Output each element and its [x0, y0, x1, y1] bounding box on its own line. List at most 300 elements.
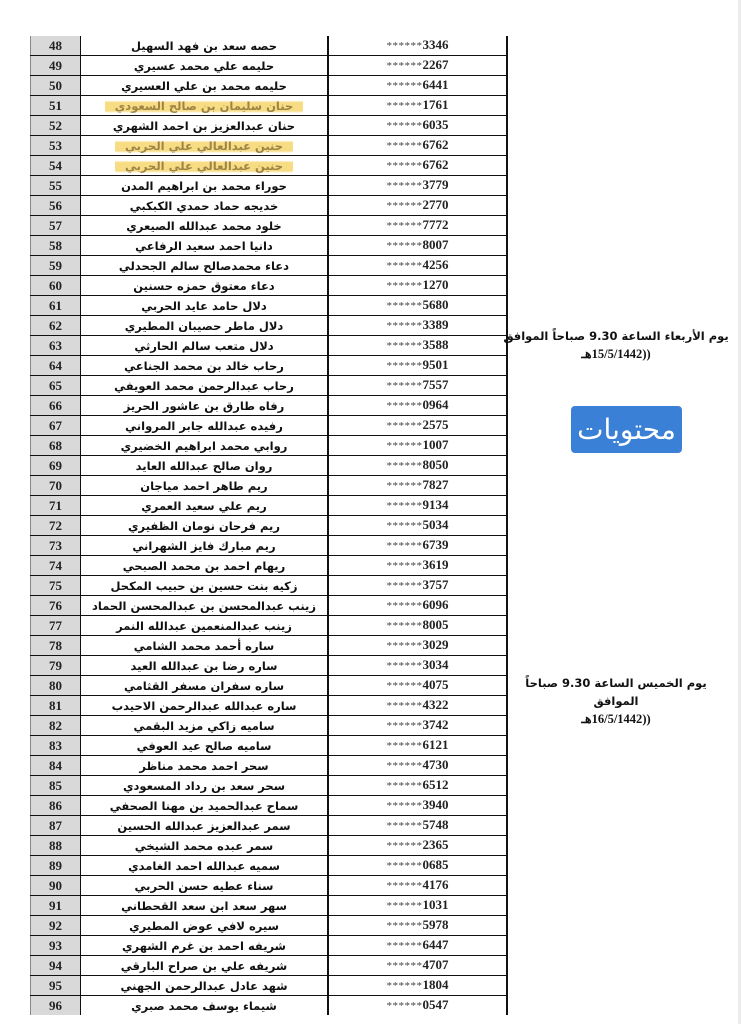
- table-row: [31, 976, 508, 996]
- id-cell: [328, 696, 507, 716]
- name-cell: [81, 456, 329, 476]
- id-last-digits: 4322: [422, 697, 449, 712]
- id-mask: ******: [386, 680, 423, 692]
- table-row: [31, 816, 508, 836]
- roster-table: [30, 36, 508, 1015]
- id-last-digits: 1031: [422, 897, 449, 912]
- id-cell: [328, 316, 507, 336]
- id-last-digits: 8007: [422, 237, 449, 252]
- id-cell: [328, 196, 507, 216]
- id-last-digits: 2575: [422, 417, 449, 432]
- id-mask: ******: [386, 220, 423, 232]
- row-number: 69: [31, 456, 81, 476]
- id-mask: ******: [386, 800, 423, 812]
- name-cell: [81, 116, 329, 136]
- schedule-wednesday-line1: يوم الأربعاء الساعة 9.30 صباحاً الموافق: [503, 329, 729, 343]
- id-cell: [328, 116, 507, 136]
- name-text: رفاه طارق بن عاشور الحريز: [123, 398, 285, 413]
- name-text: ساره عبدالله عبدالرحمن الاحيدب: [111, 698, 297, 713]
- name-cell: [81, 916, 329, 936]
- id-mask: ******: [386, 180, 423, 192]
- row-number: 83: [31, 736, 81, 756]
- table-row: [31, 256, 508, 276]
- row-number: 92: [31, 916, 81, 936]
- name-cell: [81, 976, 329, 996]
- name-cell: [81, 236, 329, 256]
- name-cell: [81, 716, 329, 736]
- name-text: حوراء محمد بن ابراهيم المدن: [121, 178, 287, 193]
- row-number: 68: [31, 436, 81, 456]
- id-mask: ******: [386, 80, 423, 92]
- id-last-digits: 0685: [422, 857, 449, 872]
- name-text: دلال متعب سالم الحارثي: [134, 338, 274, 353]
- id-cell: [328, 636, 507, 656]
- id-cell: [328, 856, 507, 876]
- table-row: [31, 456, 508, 476]
- name-cell: [81, 836, 329, 856]
- name-text: سحر احمد محمد مناظر: [139, 758, 269, 773]
- name-text: حنان عبدالعزيز بن احمد الشهري: [112, 118, 296, 133]
- id-mask: ******: [386, 840, 423, 852]
- id-mask: ******: [386, 140, 423, 152]
- name-cell: [81, 776, 329, 796]
- table-row: [31, 836, 508, 856]
- id-cell: [328, 416, 507, 436]
- id-mask: ******: [386, 980, 423, 992]
- row-number: 64: [31, 356, 81, 376]
- id-last-digits: 8005: [422, 617, 449, 632]
- id-last-digits: 3588: [422, 337, 449, 352]
- name-cell: [81, 616, 329, 636]
- id-last-digits: 6096: [422, 597, 449, 612]
- id-cell: [328, 556, 507, 576]
- id-last-digits: 3034: [422, 657, 449, 672]
- name-text: خديجه حماد حمدي الكبكبي: [129, 198, 279, 213]
- id-cell: [328, 156, 507, 176]
- id-cell: [328, 776, 507, 796]
- id-cell: [328, 616, 507, 636]
- id-cell: [328, 576, 507, 596]
- roster-body: [31, 36, 508, 1015]
- id-last-digits: 6762: [422, 137, 449, 152]
- name-cell: [81, 656, 329, 676]
- row-number: 90: [31, 876, 81, 896]
- table-row: [31, 296, 508, 316]
- name-cell: [81, 736, 329, 756]
- highlighted-name: حنين عبدالعالي علي الحربي: [115, 159, 293, 173]
- name-text: دلال حامد عايد الحربي: [141, 298, 267, 313]
- id-cell: [328, 136, 507, 156]
- schedule-thursday-line2: ((16/5/1442هـ: [581, 712, 651, 726]
- table-row: [31, 616, 508, 636]
- table-row: [31, 196, 508, 216]
- name-text: ريم فرحان نومان الظفيري: [128, 518, 280, 533]
- id-last-digits: 6762: [422, 157, 449, 172]
- name-cell: [81, 516, 329, 536]
- row-number: 94: [31, 956, 81, 976]
- id-mask: ******: [386, 340, 423, 352]
- id-last-digits: 7772: [422, 217, 449, 232]
- id-mask: ******: [386, 480, 423, 492]
- id-cell: [328, 936, 507, 956]
- row-number: 80: [31, 676, 81, 696]
- id-cell: [328, 476, 507, 496]
- name-cell: [81, 876, 329, 896]
- schedule-thursday-line1: يوم الخميس الساعة 9.30 صباحاً الموافق: [525, 676, 707, 708]
- row-number: 61: [31, 296, 81, 316]
- name-text: حليمه علي محمد عسيري: [133, 58, 275, 73]
- id-last-digits: 1270: [422, 277, 449, 292]
- row-number: 53: [31, 136, 81, 156]
- id-mask: ******: [386, 260, 423, 272]
- name-text: سحر سعد بن رداد المسعودي: [122, 778, 286, 793]
- table-row: [31, 896, 508, 916]
- row-number: 81: [31, 696, 81, 716]
- id-last-digits: 2770: [422, 197, 449, 212]
- id-mask: ******: [386, 920, 423, 932]
- id-last-digits: 2267: [422, 57, 449, 72]
- row-number: 89: [31, 856, 81, 876]
- id-cell: [328, 256, 507, 276]
- name-cell: [81, 936, 329, 956]
- table-row: [31, 276, 508, 296]
- name-text: سناء عطيه حسن الحربي: [134, 878, 274, 893]
- id-mask: ******: [386, 600, 423, 612]
- id-last-digits: 6739: [422, 537, 449, 552]
- id-mask: ******: [386, 640, 423, 652]
- id-cell: [328, 876, 507, 896]
- name-text: رحاب خالد بن محمد الجناعي: [124, 358, 284, 373]
- table-row: [31, 796, 508, 816]
- id-last-digits: 5748: [422, 817, 449, 832]
- id-last-digits: 6035: [422, 117, 449, 132]
- id-last-digits: 3346: [422, 37, 449, 52]
- table-row: [31, 136, 508, 156]
- id-cell: [328, 236, 507, 256]
- table-row: [31, 776, 508, 796]
- id-cell: [328, 676, 507, 696]
- id-last-digits: 3940: [422, 797, 449, 812]
- name-cell: [81, 356, 329, 376]
- id-mask: ******: [386, 780, 423, 792]
- id-mask: ******: [386, 520, 423, 532]
- row-number: 56: [31, 196, 81, 216]
- row-number: 93: [31, 936, 81, 956]
- id-cell: [328, 596, 507, 616]
- table-row: [31, 336, 508, 356]
- table-row: [31, 116, 508, 136]
- row-number: 62: [31, 316, 81, 336]
- id-last-digits: 7827: [422, 477, 449, 492]
- id-cell: [328, 36, 507, 56]
- id-mask: ******: [386, 40, 423, 52]
- id-last-digits: 9134: [422, 497, 449, 512]
- id-mask: ******: [386, 700, 423, 712]
- name-text: سمر عبده محمد الشيخي: [134, 838, 274, 853]
- table-row: [31, 716, 508, 736]
- id-mask: ******: [386, 900, 423, 912]
- name-text: ساره رضا بن عبدالله العيد: [130, 658, 278, 673]
- name-text: سماح عبدالحميد بن مهنا الصحفي: [109, 798, 299, 813]
- id-cell: [328, 376, 507, 396]
- id-last-digits: 3757: [422, 577, 449, 592]
- id-mask: ******: [386, 500, 423, 512]
- id-cell: [328, 356, 507, 376]
- table-row: [31, 636, 508, 656]
- name-cell: [81, 416, 329, 436]
- row-number: 71: [31, 496, 81, 516]
- name-text: ساميه صالح عيد العوفي: [136, 738, 272, 753]
- name-text: دانيا احمد سعيد الرفاعي: [135, 238, 273, 253]
- name-text: ريم مبارك فايز الشهراني: [132, 538, 276, 553]
- name-cell: [81, 796, 329, 816]
- id-cell: [328, 176, 507, 196]
- name-cell: [81, 376, 329, 396]
- table-row: [31, 356, 508, 376]
- row-number: 77: [31, 616, 81, 636]
- id-mask: ******: [386, 540, 423, 552]
- id-last-digits: 7557: [422, 377, 449, 392]
- id-last-digits: 1761: [422, 97, 449, 112]
- row-number: 91: [31, 896, 81, 916]
- id-cell: [328, 836, 507, 856]
- table-row: [31, 316, 508, 336]
- table-row: [31, 216, 508, 236]
- name-cell: [81, 196, 329, 216]
- id-mask: ******: [386, 320, 423, 332]
- row-number: 55: [31, 176, 81, 196]
- table-row: [31, 436, 508, 456]
- name-cell: [81, 496, 329, 516]
- row-number: 54: [31, 156, 81, 176]
- table-row: [31, 376, 508, 396]
- name-text: رحاب عبدالرحمن محمد العويفي: [114, 378, 294, 393]
- id-mask: ******: [386, 400, 423, 412]
- row-number: 96: [31, 996, 81, 1016]
- id-cell: [328, 296, 507, 316]
- table-row: [31, 536, 508, 556]
- id-last-digits: 1007: [422, 437, 449, 452]
- name-text: ريم علي سعيد العمري: [141, 498, 267, 513]
- schedule-wednesday-line2: ((15/5/1442هـ: [581, 347, 651, 361]
- name-text: زكيه بنت حسين بن حبيب المكحل: [110, 578, 298, 593]
- id-cell: [328, 896, 507, 916]
- table-row: [31, 736, 508, 756]
- logo-text: محتويات: [577, 413, 676, 446]
- name-cell: [81, 336, 329, 356]
- table-row: [31, 56, 508, 76]
- name-cell: [81, 996, 329, 1016]
- name-cell: [81, 596, 329, 616]
- id-cell: [328, 996, 507, 1016]
- name-cell: [81, 636, 329, 656]
- id-mask: ******: [386, 880, 423, 892]
- table-row: [31, 396, 508, 416]
- name-cell: [81, 576, 329, 596]
- id-cell: [328, 516, 507, 536]
- name-cell: [81, 896, 329, 916]
- name-cell: [81, 696, 329, 716]
- id-mask: ******: [386, 820, 423, 832]
- id-cell: [328, 336, 507, 356]
- row-number: 51: [31, 96, 81, 116]
- row-number: 87: [31, 816, 81, 836]
- id-last-digits: 4256: [422, 257, 449, 272]
- id-mask: ******: [386, 760, 423, 772]
- table-row: [31, 916, 508, 936]
- name-cell: [81, 856, 329, 876]
- name-text: سيره لافي عوض المطيري: [129, 918, 279, 933]
- name-cell: [81, 156, 329, 176]
- table-row: [31, 956, 508, 976]
- id-mask: ******: [386, 420, 423, 432]
- name-cell: [81, 436, 329, 456]
- name-cell: [81, 956, 329, 976]
- id-last-digits: 0547: [422, 997, 449, 1012]
- name-cell: [81, 536, 329, 556]
- id-cell: [328, 716, 507, 736]
- name-cell: [81, 476, 329, 496]
- table-row: [31, 656, 508, 676]
- id-last-digits: 5978: [422, 917, 449, 932]
- id-last-digits: 3619: [422, 557, 449, 572]
- row-number: 84: [31, 756, 81, 776]
- name-cell: [81, 816, 329, 836]
- id-cell: [328, 536, 507, 556]
- name-text: شريفه علي بن صراح البارقي: [120, 958, 288, 973]
- row-number: 95: [31, 976, 81, 996]
- row-number: 67: [31, 416, 81, 436]
- id-mask: ******: [386, 300, 423, 312]
- table-row: [31, 856, 508, 876]
- id-last-digits: 4075: [422, 677, 449, 692]
- name-text: دلال ماطر حصيبان المطيري: [124, 318, 284, 333]
- table-row: [31, 876, 508, 896]
- id-last-digits: 4707: [422, 957, 449, 972]
- id-mask: ******: [386, 580, 423, 592]
- name-cell: [81, 56, 329, 76]
- table-row: [31, 236, 508, 256]
- table-row: [31, 476, 508, 496]
- id-mask: ******: [386, 740, 423, 752]
- name-text: خلود محمد عبدالله الصيعري: [126, 218, 282, 233]
- id-cell: [328, 396, 507, 416]
- name-text: حصه سعد بن فهد السهيل: [131, 38, 277, 53]
- row-number: 57: [31, 216, 81, 236]
- name-cell: [81, 136, 329, 156]
- row-number: 88: [31, 836, 81, 856]
- id-last-digits: 2365: [422, 837, 449, 852]
- row-number: 72: [31, 516, 81, 536]
- id-last-digits: 0964: [422, 397, 449, 412]
- id-mask: ******: [386, 240, 423, 252]
- id-mask: ******: [386, 560, 423, 572]
- table-row: [31, 156, 508, 176]
- table-row: [31, 756, 508, 776]
- id-last-digits: 4730: [422, 757, 449, 772]
- name-text: روان صالح عبدالله العايد: [135, 458, 273, 473]
- id-last-digits: 5034: [422, 517, 449, 532]
- id-cell: [328, 916, 507, 936]
- name-cell: [81, 276, 329, 296]
- id-last-digits: 8050: [422, 457, 449, 472]
- id-mask: ******: [386, 60, 423, 72]
- table-row: [31, 496, 508, 516]
- table-row: [31, 96, 508, 116]
- row-number: 85: [31, 776, 81, 796]
- id-cell: [328, 216, 507, 236]
- name-text: شهد عادل عبدالرحمن الجهني: [120, 978, 288, 993]
- name-text: سميه عبدالله احمد الغامدي: [128, 858, 280, 873]
- row-number: 63: [31, 336, 81, 356]
- id-mask: ******: [386, 380, 423, 392]
- table-row: [31, 76, 508, 96]
- id-cell: [328, 56, 507, 76]
- name-text: دعاء معتوق حمزه حسنين: [133, 278, 275, 293]
- row-number: 59: [31, 256, 81, 276]
- name-text: زينب عبدالمحسن بن عبدالمحسن الحماد: [92, 598, 316, 613]
- name-cell: [81, 556, 329, 576]
- name-cell: [81, 176, 329, 196]
- name-cell: [81, 756, 329, 776]
- id-cell: [328, 496, 507, 516]
- row-number: 52: [31, 116, 81, 136]
- id-cell: [328, 756, 507, 776]
- row-number: 73: [31, 536, 81, 556]
- row-number: 50: [31, 76, 81, 96]
- name-text: حليمه محمد بن علي العسيري: [121, 78, 287, 93]
- name-cell: [81, 316, 329, 336]
- name-text: شيماء يوسف محمد صبري: [131, 998, 277, 1013]
- table-row: [31, 696, 508, 716]
- id-last-digits: 4176: [422, 877, 449, 892]
- id-mask: ******: [386, 960, 423, 972]
- row-number: 75: [31, 576, 81, 596]
- row-number: 48: [31, 36, 81, 56]
- id-mask: ******: [386, 660, 423, 672]
- id-cell: [328, 656, 507, 676]
- highlighted-name: حنان سليمان بن صالح السعودي: [105, 99, 303, 113]
- row-number: 79: [31, 656, 81, 676]
- table-row: [31, 516, 508, 536]
- id-mask: ******: [386, 200, 423, 212]
- id-last-digits: 5680: [422, 297, 449, 312]
- row-number: 66: [31, 396, 81, 416]
- row-number: 65: [31, 376, 81, 396]
- name-text: زينب عبدالمنعمين عبدالله النمر: [116, 618, 292, 633]
- id-cell: [328, 456, 507, 476]
- table-row: [31, 556, 508, 576]
- id-cell: [328, 276, 507, 296]
- name-text: رفيده عبدالله جابر المرواني: [125, 418, 283, 433]
- id-cell: [328, 96, 507, 116]
- row-number: 49: [31, 56, 81, 76]
- table-row: [31, 996, 508, 1016]
- id-last-digits: 3779: [422, 177, 449, 192]
- name-cell: [81, 96, 329, 116]
- name-cell: [81, 676, 329, 696]
- row-number: 74: [31, 556, 81, 576]
- id-cell: [328, 956, 507, 976]
- row-number: 76: [31, 596, 81, 616]
- name-text: ريهام احمد بن محمد الصبحي: [122, 558, 286, 573]
- id-mask: ******: [386, 100, 423, 112]
- row-number: 78: [31, 636, 81, 656]
- id-last-digits: 3389: [422, 317, 449, 332]
- name-cell: [81, 396, 329, 416]
- table-row: [31, 596, 508, 616]
- id-last-digits: 1804: [422, 977, 449, 992]
